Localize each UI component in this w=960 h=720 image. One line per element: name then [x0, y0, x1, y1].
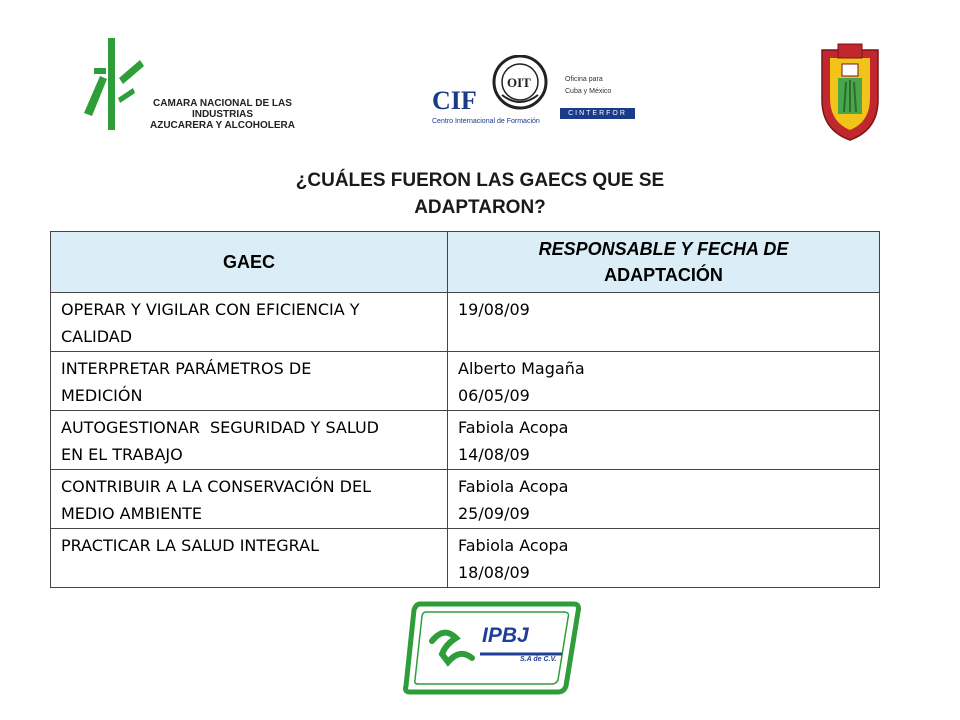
resp-date: 06/05/09 — [458, 386, 530, 405]
gaec-text: EN EL TRABAJO — [61, 445, 183, 464]
gaec-text: CONTRIBUIR A LA CONSERVACIÓN DEL — [61, 477, 372, 496]
oit-office-line1: Oficina para — [565, 76, 603, 83]
header-responsable — [448, 232, 880, 293]
camara-logo-line1: CAMARA NACIONAL DE LAS INDUSTRIAS — [153, 98, 292, 120]
cinterfor-label: CINTERFOR — [560, 108, 635, 119]
resp-name: Fabiola Acopa — [458, 477, 569, 496]
resp-cell — [448, 411, 880, 470]
gaec-text: OPERAR Y VIGILAR CON EFICIENCIA Y — [61, 300, 360, 319]
gaec-text: AUTOGESTIONAR SEGURIDAD Y SALUD — [61, 418, 379, 437]
page-title-line2: ADAPTARON? — [414, 197, 546, 218]
cif-logo-text: CIF — [432, 86, 477, 115]
ipbj-logo-subtitle: S.A de C.V. — [520, 656, 557, 663]
header-responsable-line1: RESPONSABLE Y FECHA DE — [538, 239, 789, 259]
gaec-table — [50, 231, 880, 588]
gaec-text: INTERPRETAR PARÁMETROS DE — [61, 359, 312, 378]
table-row — [51, 352, 880, 411]
gaec-cell — [51, 293, 448, 352]
shield-logo — [818, 42, 882, 142]
resp-cell — [448, 470, 880, 529]
header-gaec: GAEC — [51, 232, 448, 293]
page-title-line1: ¿CUÁLES FUERON LAS GAECS QUE SE — [295, 170, 665, 191]
gaec-text: MEDIO AMBIENTE — [61, 504, 203, 523]
table-row — [51, 470, 880, 529]
camara-logo-line2: AZUCARERA Y ALCOHOLERA — [149, 120, 295, 131]
gaec-text: MEDICIÓN — [61, 386, 143, 405]
page-title — [200, 167, 760, 221]
resp-cell — [448, 352, 880, 411]
resp-date: 19/08/09 — [458, 300, 530, 319]
table-row — [51, 529, 880, 588]
oit-office-line2: Cuba y México — [565, 88, 612, 95]
resp-date: 14/08/09 — [458, 445, 530, 464]
resp-cell — [448, 529, 880, 588]
resp-name: Alberto Magaña — [458, 359, 585, 378]
cif-logo-subtitle: Centro Internacional de Formación — [432, 118, 540, 125]
table-header-row — [51, 232, 880, 293]
camara-logo-text — [135, 98, 310, 131]
gaec-cell — [51, 352, 448, 411]
resp-date: 18/08/09 — [458, 563, 530, 582]
gaec-cell — [51, 529, 448, 588]
gaec-cell — [51, 411, 448, 470]
header-responsable-line2: ADAPTACIÓN — [604, 265, 723, 285]
table-row — [51, 293, 880, 352]
ipbj-logo-text: IPBJ — [482, 624, 529, 647]
resp-date: 25/09/09 — [458, 504, 530, 523]
table-row — [51, 411, 880, 470]
gaec-text: CALIDAD — [61, 327, 133, 346]
gaec-cell — [51, 470, 448, 529]
gaec-text: PRACTICAR LA SALUD INTEGRAL — [61, 536, 320, 555]
resp-name: Fabiola Acopa — [458, 418, 569, 437]
resp-name: Fabiola Acopa — [458, 536, 569, 555]
svg-text:OIT: OIT — [507, 75, 531, 90]
resp-cell — [448, 293, 880, 352]
